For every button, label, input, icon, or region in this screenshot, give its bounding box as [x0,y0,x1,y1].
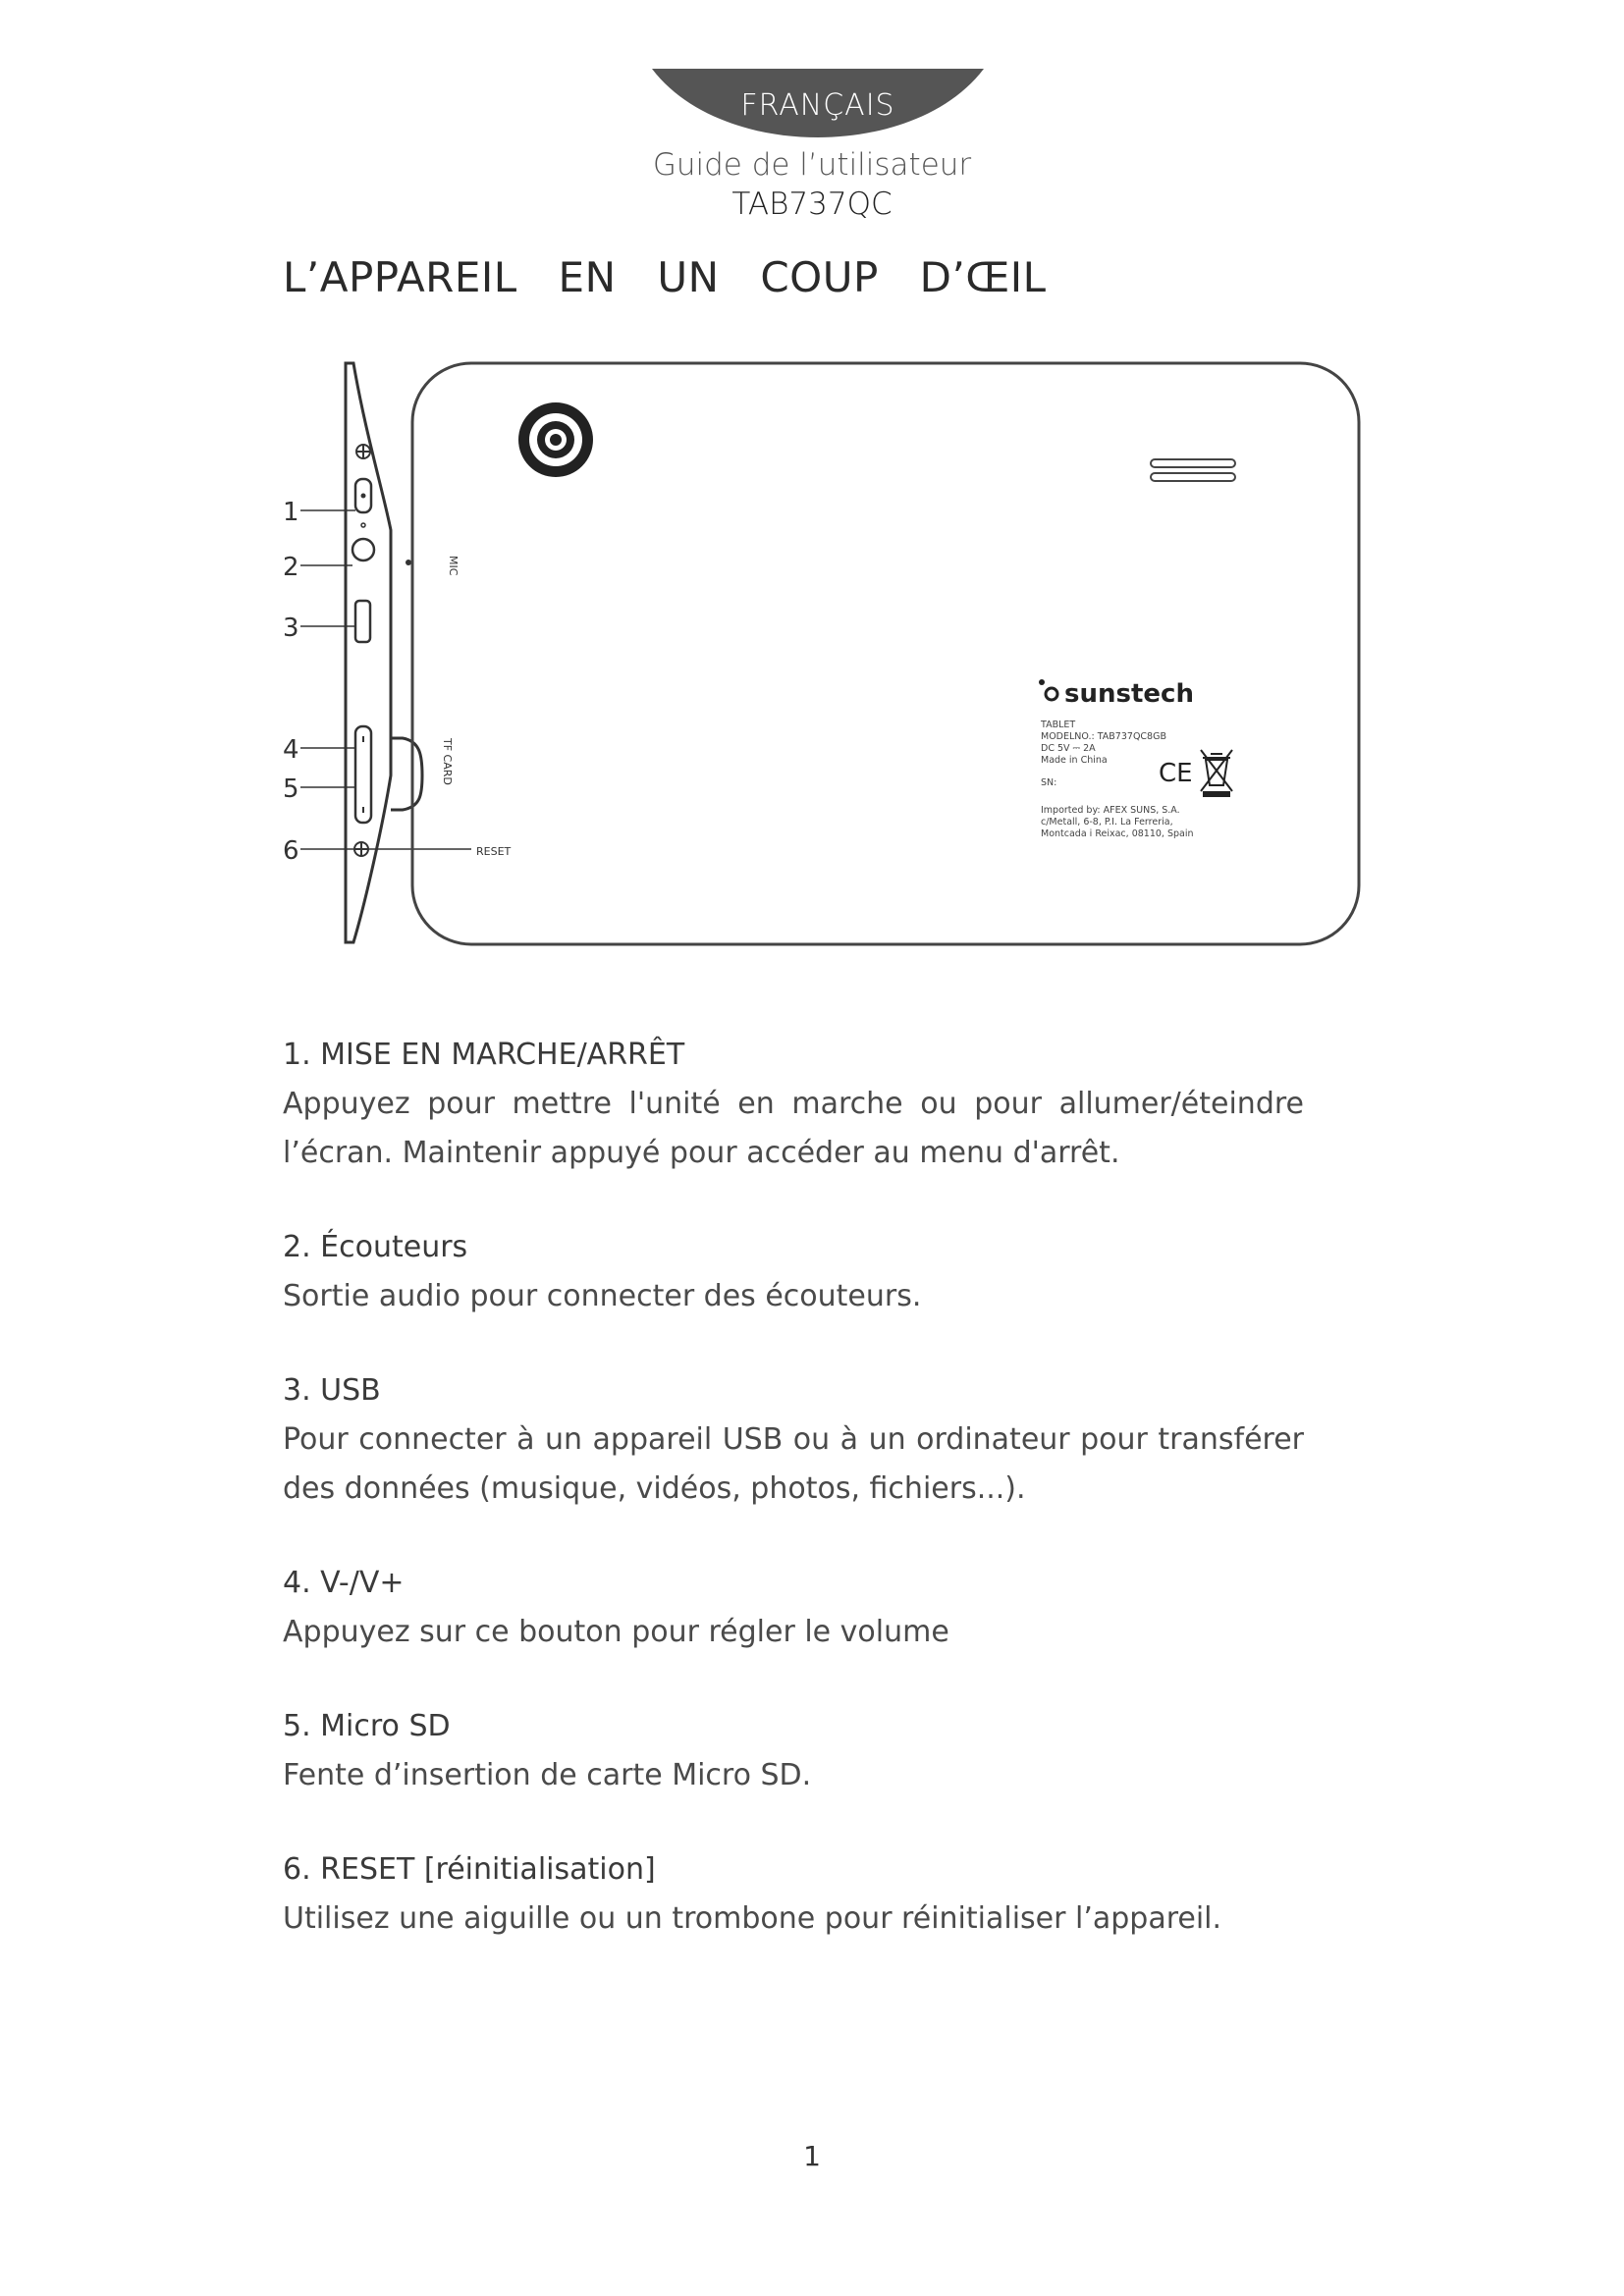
headphone-jack [352,539,374,561]
model-number: TAB737QC [731,187,893,222]
weee-bin-icon [1201,750,1232,796]
ce-mark: CE [1159,759,1193,788]
rating-label [1039,679,1232,839]
feature-desc: Appuyez pour mettre l'unité en marche ou pour allumer/éteindre l’écran. Maintenir appuyé pour accéder au menu d'arrêt. [283,1087,1304,1170]
guide-title: Guide de l’utilisateur [652,147,972,183]
feature-item-reset [283,1845,1304,1944]
feature-title: 4. V-/V+ [283,1566,405,1600]
callout-4: 4 [283,735,299,765]
feature-item-volume [283,1559,1304,1657]
callout-3: 3 [283,614,299,643]
reset-label: RESET [476,845,512,858]
page-number: 1 [803,2140,821,2172]
mic-label: MIC [447,556,460,576]
feature-title: 5. Micro SD [283,1709,451,1743]
feature-item-microsd [283,1702,1304,1800]
feature-item-power [283,1031,1304,1178]
callout-2: 2 [283,553,299,582]
feature-item-usb [283,1366,1304,1514]
brand-logo: sunstech [1064,679,1194,709]
sd-card-slot [391,738,422,810]
label-line-importer: Imported by: AFEX SUNS, S.A. [1041,805,1180,816]
language-label: FRANÇAIS [740,88,895,123]
label-line-power: DC 5V ⎓ 2A [1041,743,1096,754]
feature-item-headphones [283,1223,1304,1321]
feature-title: 3. USB [283,1373,381,1408]
feature-title: 1. MISE EN MARCHE/ARRÊT [283,1038,685,1072]
speaker-grille [1151,459,1235,481]
label-line-tablet: TABLET [1041,720,1076,730]
label-line-model: MODELNO.: TAB737QC8GB [1041,731,1166,742]
feature-list [283,1031,1304,1989]
device-diagram [275,353,1375,962]
usb-port [355,601,370,642]
callout-1: 1 [283,498,299,527]
feature-desc: Appuyez sur ce bouton pour régler le volume [283,1615,949,1649]
tf-card-label: TF CARD [441,738,454,785]
feature-desc: Fente d’insertion de carte Micro SD. [283,1758,812,1792]
callout-6: 6 [283,836,299,866]
label-line-address2: Montcada i Reixac, 08110, Spain [1041,828,1194,839]
label-line-sn: SN: [1041,777,1057,788]
feature-desc: Utilisez une aiguille ou un trombone pour réinitialiser l’appareil. [283,1901,1222,1936]
feature-title: 6. RESET [réinitialisation] [283,1852,656,1887]
callout-5: 5 [283,774,299,804]
label-line-address1: c/Metall, 6-8, P.I. La Ferreria, [1041,817,1173,828]
camera-icon [518,402,593,477]
language-tab [652,69,984,137]
side-profile [346,363,391,942]
feature-title: 2. Écouteurs [283,1230,468,1264]
feature-desc: Sortie audio pour connecter des écouteurs. [283,1279,922,1313]
label-line-origin: Made in China [1041,755,1108,766]
feature-desc: Pour connecter à un appareil USB ou à un ordinateur pour transférer des données (musique, vidéos, photos, fichiers...). [283,1422,1304,1506]
section-title: L’APPAREIL EN UN COUP D’ŒIL [283,253,1047,301]
